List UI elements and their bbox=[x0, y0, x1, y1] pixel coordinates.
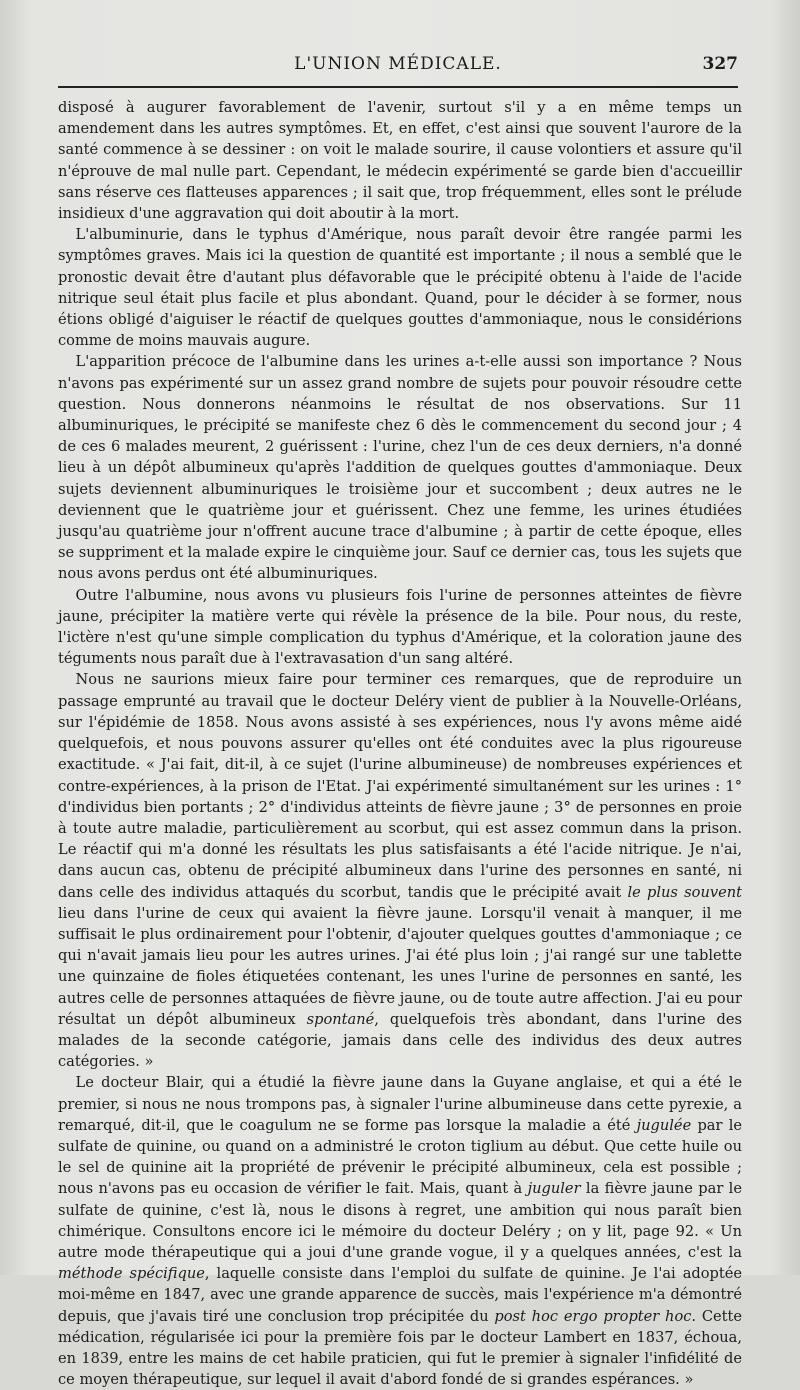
italic-text: spontané bbox=[306, 1010, 375, 1028]
text-run: . Cette médication, régularisée ici pour la première fois par le docteur Lambert en 1837, échoua, en 1839, entre les mains de cet habile praticien, qui fut le premier à signaler l'infidélité de ce moyen thérapeutique, sur lequel il avait d'abord fondé de si grandes espérances. » bbox=[58, 1307, 742, 1389]
page-number: 327 bbox=[702, 54, 738, 74]
text-run: lieu dans l'urine de ceux qui avaient la fièvre jaune. Lorsqu'il venait à manquer, il me suffisait le plus ordinairement pour l'obtenir, d'ajouter quelques gouttes d'ammoniaque ; ce qui n'avait jamais lieu pour les autres urines. J'ai été plus loin ; j'ai rangé sur une tablette une quinzaine de fioles étiquetées contenant, les unes l'urine de personnes en santé, les autres celle de personnes attaquées de fièvre jaune, ou de toute autre affection. J'ai eu pour résultat un dépôt albumineux bbox=[58, 904, 742, 1028]
text-run: Le docteur Blair, qui a étudié la fièvre jaune dans la Guyane anglaise, et qui a été le premier, si nous ne nous trompons pas, à signaler l'urine albumineuse dans cette pyrexie, a remarqué, dit-il, que le coagulum ne se forme pas lorsque la maladie a été bbox=[58, 1074, 742, 1134]
paragraph bbox=[58, 224, 742, 351]
text-run: L'albuminurie, dans le typhus d'Amérique, nous paraît devoir être rangée parmi les symptômes graves. Mais ici la question de quantité est importante ; il nous a semblé que le pronostic devait être d'autant plus défavorable que le précipité obtenu à l'aide de l'acide nitrique seul était plus facile et plus abondant. Quand, pour le décider à se former, nous étions obligé d'aiguiser le réactif de quelques gouttes d'ammoniaque, nous le considérions comme de moins mauvais augure. bbox=[58, 226, 742, 350]
page-header bbox=[58, 54, 738, 80]
paragraph bbox=[58, 1072, 742, 1390]
italic-text: le plus souvent bbox=[627, 883, 742, 901]
header-rule bbox=[58, 86, 738, 88]
italic-text: juguler bbox=[527, 1180, 581, 1198]
italic-text: méthode spécifique bbox=[58, 1265, 205, 1283]
text-run: Outre l'albumine, nous avons vu plusieurs fois l'urine de personnes atteintes de fièvre jaune, précipiter la matière verte qui révèle la présence de la bile. Pour nous, du reste, l'ictère n'est qu'une simple complication du typhus d'Amérique, et la coloration jaune des téguments nous paraît due à l'extravasation d'un sang altéré. bbox=[58, 586, 742, 668]
paragraph bbox=[58, 669, 742, 1072]
text-run: disposé à augurer favorablement de l'avenir, surtout s'il y a en même temps un amendement dans les autres symptômes. Et, en effet, c'est ainsi que souvent l'aurore de la santé commence à se dessiner : on voit le malade sourire, il cause volontiers et assure qu'il n'éprouve de mal nulle part. Cependant, le médecin expérimenté se garde bien d'accueillir sans réserve ces flatteuses apparences ; il sait que, trop fréquemment, elles sont le prélude insidieux d'une aggravation qui doit aboutir à la mort. bbox=[58, 99, 742, 223]
text-run: la fièvre jaune par le sulfate de quinine, c'est là, nous le disons à regret, une ambition qui nous paraît bien chimérique. Consultons encore ici le mémoire du docteur Deléry ; on y lit, page 92. « Un autre mode thérapeutique qui a joui d'une grande vogue, il y a quelques années, c'est la bbox=[58, 1180, 742, 1261]
paragraph bbox=[58, 351, 742, 584]
running-title: L'UNION MÉDICALE. bbox=[294, 54, 502, 74]
text-run: Nous ne saurions mieux faire pour terminer ces remarques, que de reproduire un passage emprunté au travail que le docteur Deléry vient de publier à la Nouvelle-Orléans, sur l'épidémie de 1858. Nous avons assisté à ses expériences, nous l'y avons même aidé quelquefois, et nous pouvons assurer qu'elles ont été conduites avec la plus rigoureuse exactitude. « J'ai fait, dit-il, à ce sujet (l'urine albumineuse) de nombreuses expériences et contre-expériences, à la prison de l'Etat. J'ai expérimenté simultanément sur les urines : 1° d'individus bien portants ; 2° d'individus atteints de fièvre jaune ; 3° de personnes en proie à toute autre maladie, particulièrement au scorbut, qui est assez commun dans la prison. Le réactif qui m'a donné les résultats les plus satisfaisants a été l'acide nitrique. Je n'ai, dans aucun cas, obtenu de précipité albumineux dans l'urine des personnes en santé, ni dans celle des individus attaqués du scorbut, tandis que le précipité avait bbox=[58, 671, 742, 901]
text-run: , quelquefois très abondant, dans l'urine des malades de la seconde catégorie, jamais dans celle des individus des deux autres catégories. » bbox=[58, 1010, 742, 1071]
text-run: L'apparition précoce de l'albumine dans les urines a-t-elle aussi son importance ? Nous n'avons pas expérimenté sur un assez grand nombre de sujets pour pouvoir résoudre cette question. Nous donnerons néanmoins le résultat de nos observations. Sur 11 albuminuriques, le précipité se manifeste chez 6 dès le commencement du second jour ; 4 de ces 6 malades meurent, 2 guérissent : l'urine, chez l'un de ces deux derniers, n'a donné lieu à un dépôt albumineux qu'après l'addition de quelques gouttes d'ammoniaque. Deux sujets deviennent albuminuriques le troisième jour et succombent ; deux autres ne le deviennent que le quatrième jour et guérissent. Chez une femme, les urines étudiées jusqu'au quatrième jour n'offrent aucune trace d'albumine ; à partir de cette époque, elles se suppriment et la malade expire le cinquième jour. Sauf ce dernier cas, tous les sujets que nous avons perdus ont été albuminuriques. bbox=[58, 353, 742, 583]
paragraph bbox=[58, 97, 742, 224]
italic-text: post hoc ergo propter hoc bbox=[494, 1307, 692, 1325]
body-text bbox=[58, 97, 742, 1390]
paragraph bbox=[58, 585, 742, 670]
text-run: par le sulfate de quinine, ou quand on a administré le croton tiglium au début. Que cette huile ou le sel de quinine ait la propriété de prévenir le précipité albumineux, cela est possible ; nous n'avons pas eu occasion de vérifier le fait. Mais, quant à bbox=[58, 1116, 742, 1198]
italic-text: jugulée bbox=[636, 1116, 692, 1134]
text-run: , laquelle consiste dans l'emploi du sulfate de quinine. Je l'ai adoptée moi-même en 1847, avec une grande apparence de succès, mais l'expérience m'a démontré depuis, que j'avais tiré une conclusion trop précipitée du bbox=[58, 1265, 742, 1325]
